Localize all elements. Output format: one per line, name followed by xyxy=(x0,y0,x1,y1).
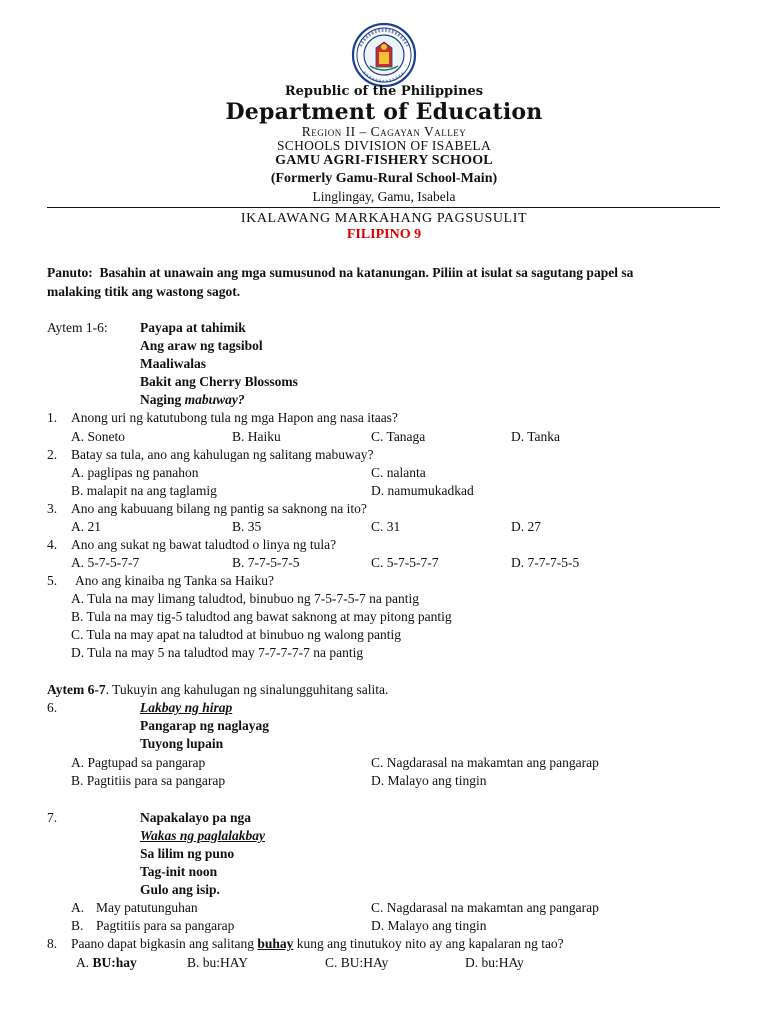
q2-choice-d: D. namumukadkad xyxy=(371,483,474,498)
school-former-name: (Formerly Gamu-Rural School-Main) xyxy=(270,171,498,186)
poem1-line-1: Payapa at tahimik xyxy=(140,320,246,335)
instructions-label: Panuto: xyxy=(47,265,93,280)
q4-choice-c: C. 5-7-5-7-7 xyxy=(371,555,439,570)
q3-choice-c: C. 31 xyxy=(371,519,401,534)
q8-choice-a xyxy=(76,955,137,971)
q1-choice-a: A. Soneto xyxy=(71,429,125,444)
q1-number: 1. xyxy=(47,410,58,425)
q7-choice-c: C. Nagdarasal na makamtan ang pangarap xyxy=(371,900,599,915)
q7-choice-b-text: Pagtitiis para sa pangarap xyxy=(96,918,235,933)
section2-heading xyxy=(47,682,388,698)
q7-poem-line-1: Napakalayo pa nga xyxy=(140,810,252,825)
q1-choice-d: D. Tanka xyxy=(511,429,561,444)
q1-text: Anong uri ng katutubong tula ng mga Hapon ang nasa itaas? xyxy=(71,410,398,425)
section2-label: Aytem 6-7 xyxy=(47,682,106,697)
q5-text: Ano ang kinaiba ng Tanka sa Haiku? xyxy=(75,573,274,588)
division-line: SCHOOLS DIVISION OF ISABELA xyxy=(277,138,491,153)
region-line: Region II – Cagayan Valley xyxy=(301,124,467,139)
q8-text-before: Paano dapat bigkasin ang salitang xyxy=(71,936,258,951)
q4-choice-a: A. 5-7-5-7-7 xyxy=(71,555,140,570)
q7-poem-line-5: Gulo ang isip. xyxy=(140,882,220,897)
q8-text xyxy=(71,936,564,952)
deped-seal-icon xyxy=(346,22,422,88)
q8-word: buhay xyxy=(257,936,294,951)
section1-label: Aytem 1-6: xyxy=(47,320,108,335)
q3-choice-b: B. 35 xyxy=(232,519,262,534)
poem1-line-4: Bakit ang Cherry Blossoms xyxy=(140,374,298,389)
q1-choice-c: C. Tanaga xyxy=(371,429,426,444)
exam-subject: FILIPINO 9 xyxy=(346,227,422,242)
q4-choice-d: D. 7-7-7-5-5 xyxy=(511,555,580,570)
q4-number: 4. xyxy=(47,537,58,552)
q7-choice-d: D. Malayo ang tingin xyxy=(371,918,487,933)
q5-choice-a: A. Tula na may limang taludtod, binubuo ng 7-5-7-5-7 na pantig xyxy=(71,591,419,606)
q3-choice-d: D. 27 xyxy=(511,519,541,534)
q7-choice-a-text: May patutunguhan xyxy=(96,900,198,915)
poem1-line-2: Ang araw ng tagsibol xyxy=(140,338,263,353)
q6-choice-c: C. Nagdarasal na makamtan ang pangarap xyxy=(371,755,599,770)
instructions-line-1 xyxy=(47,265,633,281)
q5-number: 5. xyxy=(47,573,58,588)
q8-number: 8. xyxy=(47,936,58,951)
q6-choice-d: D. Malayo ang tingin xyxy=(371,773,487,788)
q6-poem-line-3: Tuyong lupain xyxy=(140,736,224,751)
poem1-line-3: Maaliwalas xyxy=(140,356,206,371)
q2-choice-a: A. paglipas ng panahon xyxy=(71,465,199,480)
q7-poem-underlined: Wakas ng paglalakbay xyxy=(140,828,266,843)
q7-choice-a-letter: A. xyxy=(71,900,85,915)
q7-poem-line-4: Tag-init noon xyxy=(140,864,218,879)
q6-choice-a: A. Pagtupad sa pangarap xyxy=(71,755,206,770)
q5-choice-d: D. Tula na may 5 na taludtod may 7-7-7-7-7 na pantig xyxy=(71,645,364,660)
q5-choice-b: B. Tula na may tig-5 taludtod ang bawat saknong at may pitong pantig xyxy=(71,609,452,624)
section2-instruction: . Tukuyin ang kahulugan ng sinalungguhitang salita. xyxy=(105,682,389,697)
q3-number: 3. xyxy=(47,501,58,516)
q3-text: Ano ang kabuuang bilang ng pantig sa saknong na ito? xyxy=(71,501,367,516)
q8-choice-a-letter: A. xyxy=(76,955,93,970)
instructions-text-1: Basahin at unawain ang mga sumusunod na katanungan. Piliin at isulat sa sagutang papel sa xyxy=(99,265,634,280)
instructions-line-2: malaking titik ang wastong sagot. xyxy=(47,284,241,299)
q6-poem-line-2: Pangarap ng naglayag xyxy=(140,718,270,733)
poem1-last-italic: mabuway? xyxy=(184,392,245,407)
q7-poem-line-3: Sa lilim ng puno xyxy=(140,846,235,861)
header-divider xyxy=(47,207,720,208)
q7-number: 7. xyxy=(47,810,58,825)
q8-text-after: kung ang tinutukoy nito ay ang kapalaran ng tao? xyxy=(293,936,564,951)
q2-text: Batay sa tula, ano ang kahulugan ng salitang mabuway? xyxy=(71,447,374,462)
poem1-line-5 xyxy=(140,392,245,408)
department-heading: Department of Education xyxy=(225,99,543,125)
q8-choice-a-text: BU:hay xyxy=(92,955,137,970)
q6-poem-underlined: Lakbay ng hirap xyxy=(140,700,233,715)
q2-choice-b: B. malapit na ang taglamig xyxy=(71,483,217,498)
q5-choice-c: C. Tula na may apat na taludtod at binubuo ng walong pantig xyxy=(71,627,401,642)
republic-heading: Republic of the Philippines xyxy=(284,84,484,99)
q8-choice-b: B. bu:HAY xyxy=(187,955,249,970)
q1-choice-b: B. Haiku xyxy=(232,429,281,444)
school-name: GAMU AGRI-FISHERY SCHOOL xyxy=(275,153,493,168)
q4-text: Ano ang sukat ng bawat taludtod o linya ng tula? xyxy=(71,537,337,552)
q4-choice-b: B. 7-7-5-7-5 xyxy=(232,555,300,570)
q6-choice-b: B. Pagtitiis para sa pangarap xyxy=(71,773,226,788)
q2-choice-c: C. nalanta xyxy=(371,465,426,480)
q6-number: 6. xyxy=(47,700,58,715)
q8-choice-c: C. BU:HAy xyxy=(325,955,389,970)
poem1-last-prefix: Naging xyxy=(140,392,185,407)
q7-choice-b-letter: B. xyxy=(71,918,84,933)
exam-title: IKALAWANG MARKAHANG PAGSUSULIT xyxy=(240,211,528,226)
school-address: Linglingay, Gamu, Isabela xyxy=(312,189,456,204)
q8-choice-d: D. bu:HAy xyxy=(465,955,524,970)
q2-number: 2. xyxy=(47,447,58,462)
q3-choice-a: A. 21 xyxy=(71,519,101,534)
